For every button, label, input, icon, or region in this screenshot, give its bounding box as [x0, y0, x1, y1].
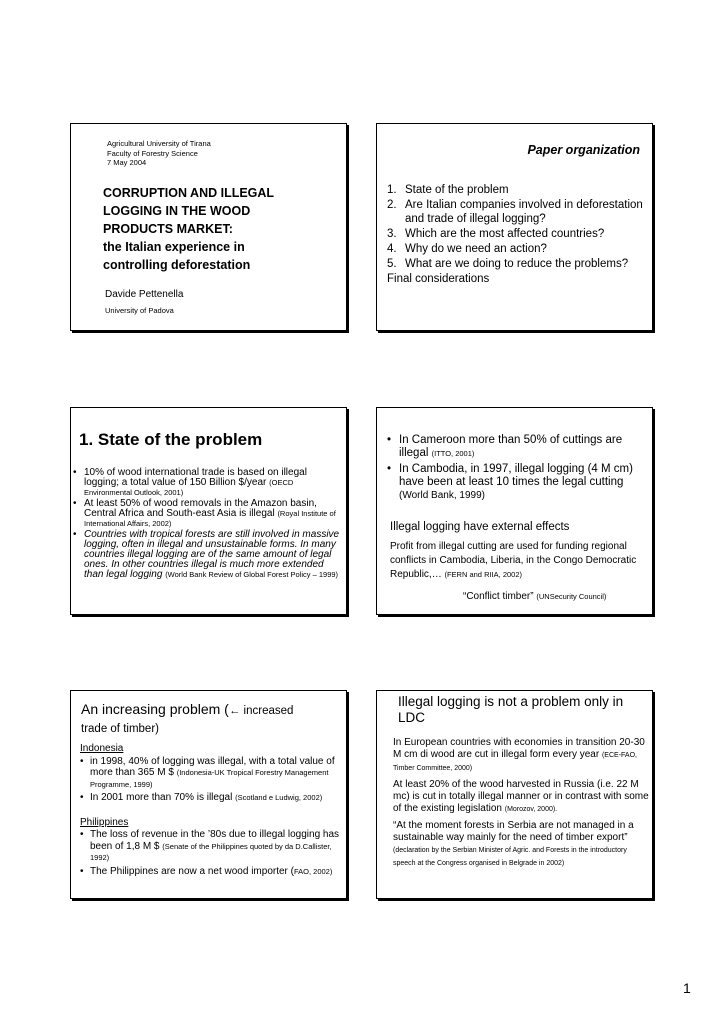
bullet-icon: • — [80, 755, 84, 767]
conflict-source: (UNSecurity Council) — [536, 592, 607, 601]
bullet-text: The Philippines are now a net wood importer ( — [90, 865, 294, 877]
item-text: Why do we need an action? — [405, 242, 547, 255]
paragraph-text: Profit from illegal cutting are used for funding regional conflicts in Cambodia, Liberia, in the Congo Democratic Republic,… — [390, 541, 637, 580]
outline-item — [387, 243, 647, 257]
paragraph-source: (FERN and RIIA, 2002) — [444, 570, 522, 579]
bullet-icon: • — [80, 829, 84, 840]
item-number: 5. — [387, 257, 397, 270]
institution-line: Faculty of Forestry Science — [107, 148, 198, 158]
bullet-list — [387, 434, 649, 505]
bullet-icon: • — [80, 792, 84, 803]
item-number: 2. — [387, 199, 397, 211]
bullet-icon: • — [73, 498, 77, 509]
heading-line2: trade of timber) — [81, 723, 159, 735]
institution-line: Agricultural University of Tirana — [107, 139, 211, 148]
page-number: 1 — [683, 980, 691, 996]
bullet-icon: • — [387, 434, 392, 446]
country-sections — [80, 743, 344, 879]
paragraph — [393, 820, 649, 870]
paragraph-source: (Morozov, 2000). — [504, 806, 558, 813]
bullet-source: (Royal Institute of International Affairs, 2002) — [84, 509, 336, 528]
outline-item — [387, 258, 647, 272]
section-label: Indonesia — [80, 743, 124, 754]
bullet-item — [80, 756, 344, 791]
bullet-list — [71, 468, 341, 581]
final-considerations: Final considerations — [387, 272, 490, 285]
slide-paper-organization — [376, 123, 653, 331]
bullet-text: Countries with tropical forests are still involved in massive logging, often in illegal and unsustainable forms. In many countries illegal logging are of the same amount of legal ones. In other countries illegal is much more extended than legal logging — [84, 529, 340, 580]
bullet-text: In Cambodia, in 1997, illegal logging (4 M cm) have been at least 10 times the legal cutting — [399, 463, 633, 488]
item-text: State of the problem — [405, 184, 509, 196]
item-text: What are we doing to reduce the problems? — [405, 257, 629, 270]
bullet-item — [71, 468, 341, 498]
outline-item — [387, 199, 647, 226]
title-line: LOGGING IN THE WOOD — [103, 204, 251, 218]
bullet-source: FAO, 2002) — [294, 866, 333, 876]
conflict-text: “Conflict timber” — [463, 591, 537, 602]
slide-heading — [81, 701, 341, 737]
slide-title — [70, 123, 347, 331]
item-number: 3. — [387, 227, 397, 240]
paragraph-text: “At the moment forests in Serbia are not managed in a sustainable way mainly for the need of timber export” — [393, 820, 634, 843]
bullet-item — [80, 866, 344, 878]
slide-state-of-problem — [70, 407, 347, 615]
presentation-title — [103, 184, 343, 274]
bullet-item — [71, 499, 341, 529]
title-line: the Italian experience in — [103, 240, 245, 254]
bullet-source: (Indonesia-UK Tropical Forestry Management Programme, 1999) — [90, 768, 329, 789]
item-text: Are Italian companies involved in deforestation and trade of illegal logging? — [405, 199, 643, 225]
bullet-icon: • — [73, 529, 77, 540]
author-name: Davide Pettenella — [105, 289, 184, 300]
title-line: controlling deforestation — [103, 258, 251, 272]
paragraph-source: (declaration by the Serbian Minister of Agric. and Forests in the introductory speech at the Congress organised in Belgrade in 2002) — [393, 847, 627, 867]
bullet-source: (ITTO, 2001) — [431, 449, 475, 458]
institution-line: 7 May 2004 — [107, 158, 147, 167]
left-arrow-icon: ← — [228, 705, 241, 717]
bullet-source: (Scotland e Ludwig, 2002) — [235, 793, 323, 802]
conflict-timber-note — [463, 591, 606, 602]
outline-list — [387, 184, 647, 286]
bullet-text: In Cameroon more than 50% of cuttings are illegal — [399, 434, 623, 459]
slide-heading: 1. State of the problem — [79, 430, 263, 449]
institution-block — [107, 139, 211, 168]
paragraph-source: (ECE-FAO, Timber Committee, 2000) — [393, 752, 637, 772]
slide-heading: Paper organization — [527, 143, 640, 157]
bullet-text: In 2001 more than 70% is illegal — [90, 792, 236, 803]
bullet-text: in 1998, 40% of logging was illegal, with a total value of more than 365 M $ — [90, 755, 335, 778]
title-line: CORRUPTION AND ILLEGAL — [103, 186, 275, 200]
bullet-item — [71, 530, 341, 580]
item-text: Which are the most affected countries? — [405, 227, 605, 240]
paragraph — [393, 737, 649, 775]
bullet-source: (OECD Environmental Outlook, 2001) — [84, 478, 294, 497]
slide-not-only-ldc — [376, 690, 653, 899]
paragraph-text: At least 20% of the wood harvested in Russia (i.e. 22 M mc) is cut in totally illegal manner or in contrast with some of the existing legislation — [393, 779, 649, 814]
bullet-source: (World Bank Review of Global Forest Policy – 1999) — [165, 570, 339, 579]
bullet-text: 10% of wood international trade is based on illegal logging; a total value of 150 Billion $/year — [84, 467, 307, 488]
bullet-text: The loss of revenue in the ’80s due to illegal logging has been of 1,8 M $ — [90, 829, 340, 852]
paragraph-list — [393, 737, 649, 874]
bullet-item — [80, 792, 344, 804]
bullet-item — [387, 434, 649, 460]
paragraph-text: In European countries with economies in transition 20-30 M cm di wood are cut in illegal form every year — [393, 737, 645, 760]
slide-increasing-problem — [70, 690, 347, 899]
slide-heading: Illegal logging is not a problem only in LDC — [398, 694, 624, 725]
bullet-item — [387, 463, 649, 502]
item-number: 4. — [387, 242, 397, 255]
heading-main: An increasing problem ( — [81, 701, 229, 717]
title-line: PRODUCTS MARKET: — [103, 222, 233, 236]
bullet-source: (World Bank, 1999) — [399, 490, 485, 501]
author-affiliation: University of Padova — [105, 306, 174, 315]
outline-item — [387, 228, 647, 242]
paragraph — [393, 779, 649, 816]
bullet-text: At least 50% of wood removals in the Amazon basin, Central Africa and South-east Asia is illegal — [84, 498, 317, 519]
section-label: Philippines — [80, 816, 129, 828]
bullet-source: (Senate of the Philippines quoted by da D.Callister, 1992) — [90, 841, 332, 862]
section-heading: Illegal logging have external effects — [390, 521, 570, 533]
slide-external-effects — [376, 407, 653, 615]
item-number: 1. — [387, 184, 397, 196]
bullet-icon: • — [80, 865, 84, 877]
bullet-item — [80, 829, 344, 864]
bullet-icon: • — [387, 463, 392, 475]
heading-rest: increased — [240, 705, 294, 717]
bullet-icon: • — [73, 467, 77, 478]
paragraph — [390, 540, 652, 582]
outline-item — [387, 184, 647, 198]
